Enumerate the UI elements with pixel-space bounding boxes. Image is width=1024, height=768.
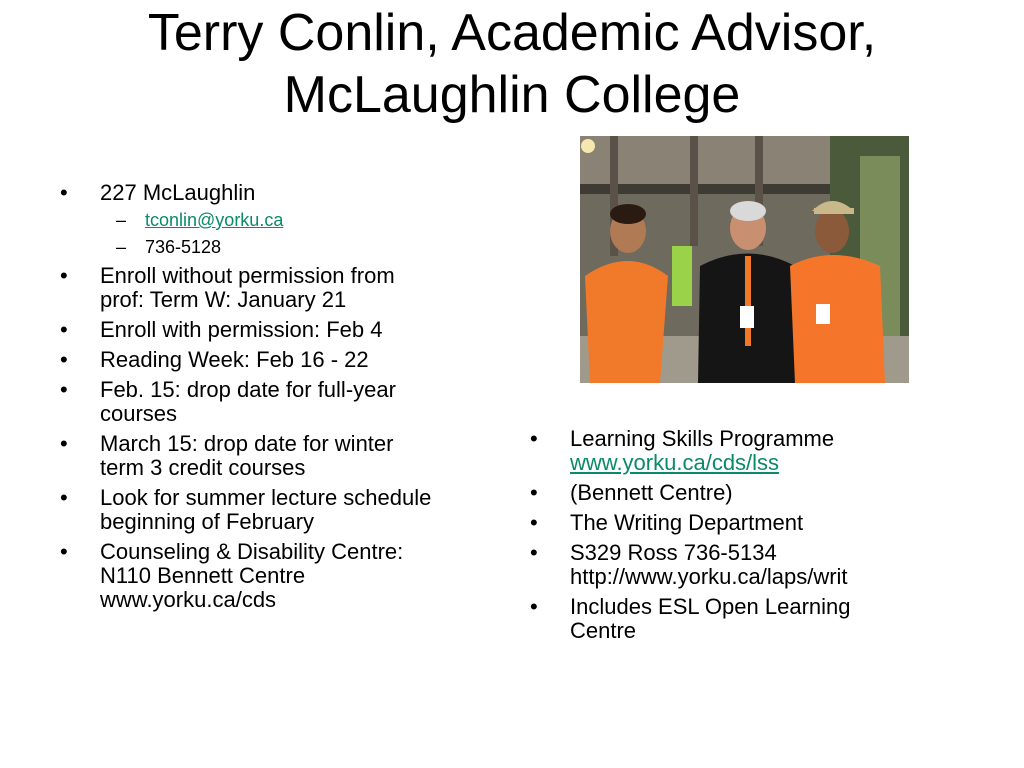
office-text: 227 McLaughlin bbox=[100, 180, 256, 205]
bullet-icon: • bbox=[60, 431, 68, 456]
list-item-counseling bbox=[60, 540, 500, 612]
counsel-line-3: www.yorku.ca/cds bbox=[100, 587, 277, 612]
enroll-without-line-2: prof: Term W: January 21 bbox=[100, 287, 347, 312]
ross-line-2: http://www.yorku.ca/laps/writ bbox=[570, 564, 848, 589]
bullet-icon: • bbox=[60, 539, 68, 564]
bullet-icon: • bbox=[60, 485, 68, 510]
list-item-office bbox=[60, 181, 500, 258]
left-bullet-list bbox=[60, 181, 500, 618]
list-item-enroll-with bbox=[60, 318, 500, 342]
list-item-drop-full-year bbox=[60, 378, 500, 426]
esl-line-2: Centre bbox=[570, 618, 637, 643]
right-bullet-list bbox=[530, 427, 930, 649]
dash-icon: – bbox=[116, 237, 127, 257]
list-item-summer bbox=[60, 486, 500, 534]
bullet-icon: • bbox=[60, 347, 68, 372]
list-item-reading-week bbox=[60, 348, 500, 372]
drop-full-line-1: Feb. 15: drop date for full-year bbox=[100, 377, 396, 402]
list-item-esl bbox=[530, 595, 930, 643]
phone-text: 736-5128 bbox=[145, 237, 222, 257]
bullet-icon: • bbox=[60, 377, 68, 402]
email-link[interactable]: tconlin@yorku.ca bbox=[145, 210, 284, 230]
bullet-icon: • bbox=[60, 317, 68, 342]
reading-week-text: Reading Week: Feb 16 - 22 bbox=[100, 347, 369, 372]
drop-winter-line-1: March 15: drop date for winter bbox=[100, 431, 394, 456]
drop-full-line-2: courses bbox=[100, 401, 178, 426]
list-item-writing bbox=[530, 511, 930, 535]
counsel-line-2: N110 Bennett Centre bbox=[100, 563, 306, 588]
dash-icon: – bbox=[116, 210, 127, 230]
counsel-line-1: Counseling & Disability Centre: bbox=[100, 539, 404, 564]
bullet-icon: • bbox=[60, 180, 68, 205]
ross-line-1: S329 Ross 736-5134 bbox=[570, 540, 777, 565]
summer-line-2: beginning of February bbox=[100, 509, 315, 534]
bullet-icon: • bbox=[530, 540, 538, 565]
bullet-icon: • bbox=[530, 510, 538, 535]
sub-item-email bbox=[100, 209, 500, 231]
list-item-bennett bbox=[530, 481, 930, 505]
sub-item-phone bbox=[100, 236, 500, 258]
advisor-photo bbox=[580, 136, 909, 383]
bullet-icon: • bbox=[60, 263, 68, 288]
writing-text: The Writing Department bbox=[570, 510, 804, 535]
title-line-1: Terry Conlin, Academic Advisor, bbox=[147, 4, 877, 62]
lsp-link[interactable]: www.yorku.ca/cds/lss bbox=[570, 450, 780, 475]
lsp-text: Learning Skills Programme bbox=[570, 426, 835, 451]
list-item-enroll-without bbox=[60, 264, 500, 312]
list-item-learning-skills bbox=[530, 427, 930, 475]
bullet-icon: • bbox=[530, 426, 538, 451]
drop-winter-line-2: term 3 credit courses bbox=[100, 455, 306, 480]
list-item-ross bbox=[530, 541, 930, 589]
list-item-drop-winter bbox=[60, 432, 500, 480]
enroll-without-line-1: Enroll without permission from bbox=[100, 263, 395, 288]
bennett-text: (Bennett Centre) bbox=[570, 480, 733, 505]
slide-title bbox=[0, 2, 1024, 126]
esl-line-1: Includes ESL Open Learning bbox=[570, 594, 851, 619]
summer-line-1: Look for summer lecture schedule bbox=[100, 485, 432, 510]
title-line-2: McLaughlin College bbox=[283, 66, 741, 124]
enroll-with-text: Enroll with permission: Feb 4 bbox=[100, 317, 383, 342]
bullet-icon: • bbox=[530, 594, 538, 619]
bullet-icon: • bbox=[530, 480, 538, 505]
